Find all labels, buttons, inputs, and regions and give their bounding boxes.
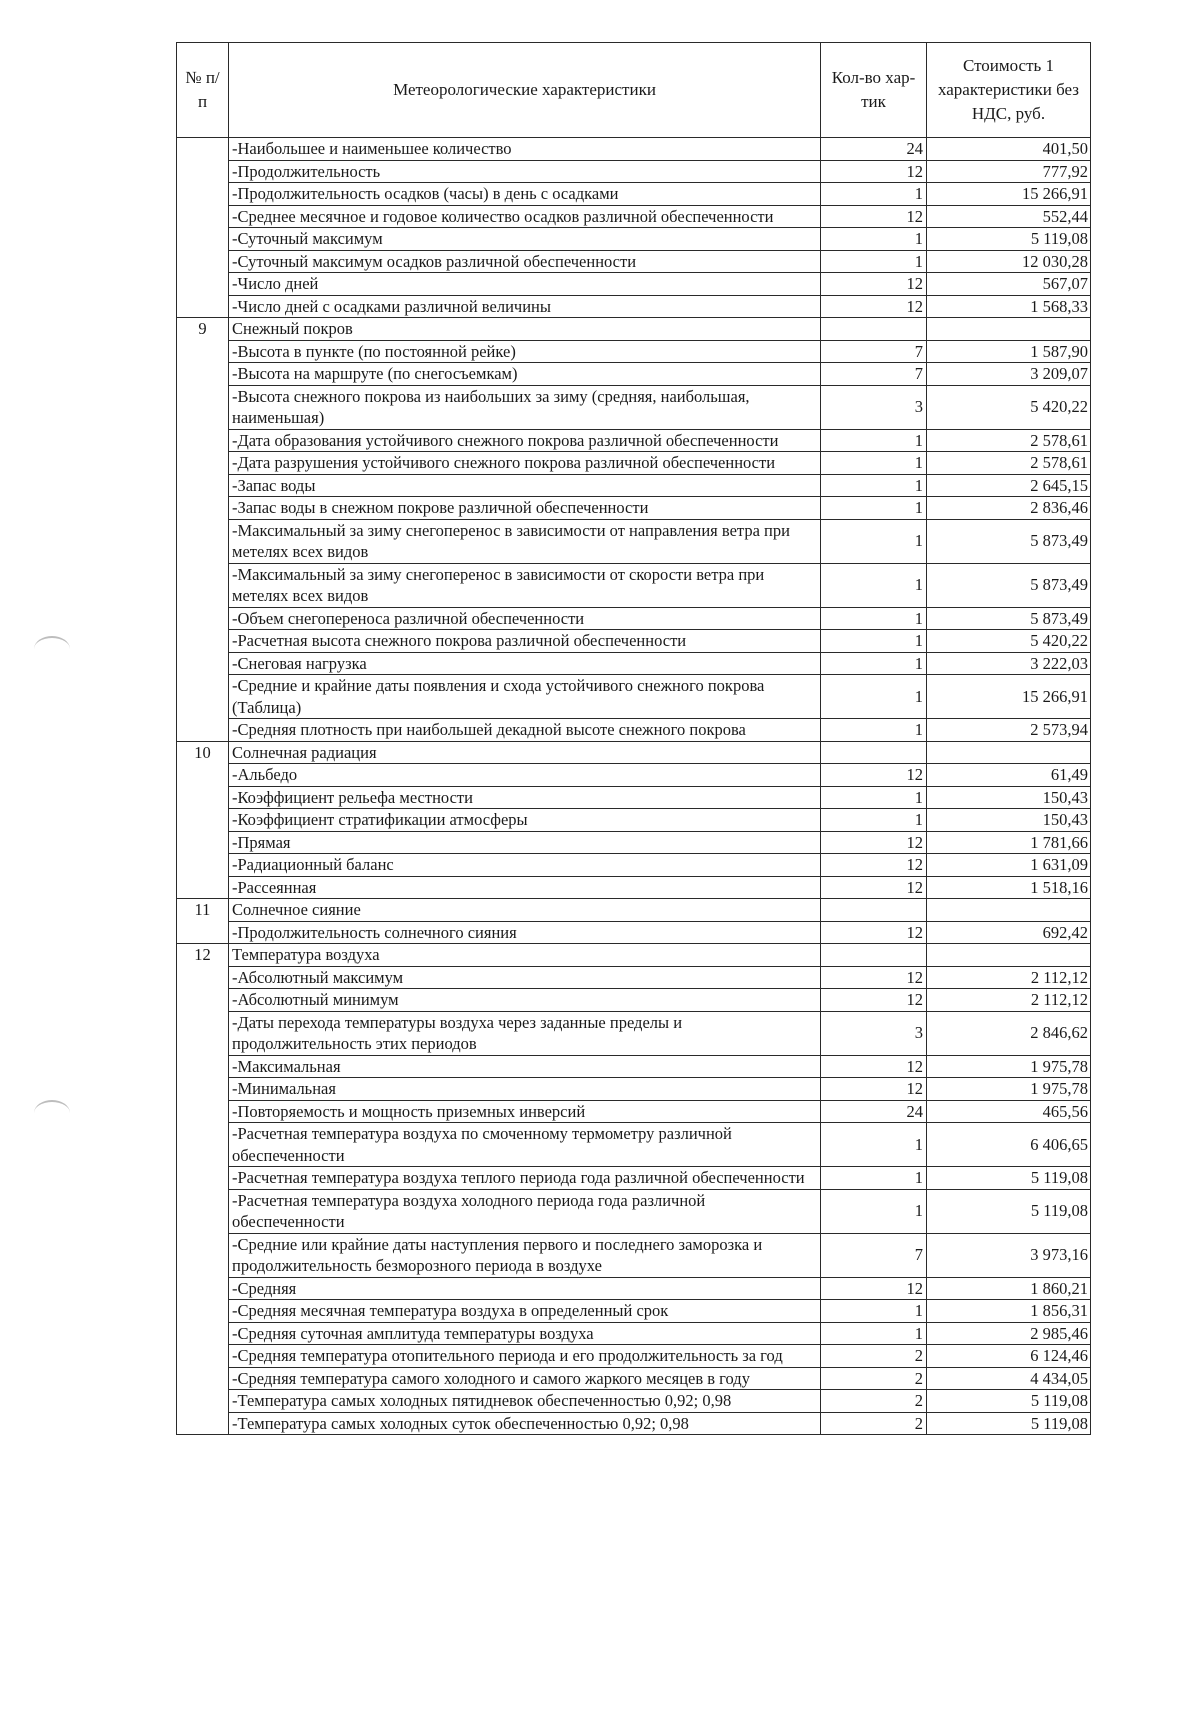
table-row bbox=[177, 250, 1091, 273]
row-quantity: 12 bbox=[821, 295, 927, 318]
row-number bbox=[177, 921, 229, 944]
row-cost: 2 578,61 bbox=[927, 452, 1091, 475]
row-cost: 3 222,03 bbox=[927, 652, 1091, 675]
row-characteristic: Снежный покров bbox=[229, 318, 821, 341]
row-quantity: 3 bbox=[821, 385, 927, 429]
row-quantity: 1 bbox=[821, 607, 927, 630]
section-row bbox=[177, 944, 1091, 967]
row-characteristic: -Расчетная высота снежного покрова различной обеспеченности bbox=[229, 630, 821, 653]
table-row bbox=[177, 497, 1091, 520]
row-cost: 2 112,12 bbox=[927, 989, 1091, 1012]
row-number bbox=[177, 273, 229, 296]
row-characteristic: -Продолжительность осадков (часы) в день с осадками bbox=[229, 183, 821, 206]
table-row bbox=[177, 675, 1091, 719]
row-cost: 401,50 bbox=[927, 138, 1091, 161]
row-cost: 1 631,09 bbox=[927, 854, 1091, 877]
row-number bbox=[177, 876, 229, 899]
row-quantity: 1 bbox=[821, 675, 927, 719]
row-characteristic: -Температура самых холодных пятидневок обеспеченностью 0,92; 0,98 bbox=[229, 1390, 821, 1413]
row-cost: 6 406,65 bbox=[927, 1123, 1091, 1167]
row-quantity: 12 bbox=[821, 1277, 927, 1300]
row-characteristic: -Наибольшее и наименьшее количество bbox=[229, 138, 821, 161]
row-quantity: 2 bbox=[821, 1412, 927, 1435]
row-characteristic: -Альбедо bbox=[229, 764, 821, 787]
table-row bbox=[177, 295, 1091, 318]
row-cost: 1 587,90 bbox=[927, 340, 1091, 363]
row-quantity: 1 bbox=[821, 250, 927, 273]
row-number: 10 bbox=[177, 741, 229, 764]
row-quantity: 1 bbox=[821, 1167, 927, 1190]
row-characteristic: -Высота в пункте (по постоянной рейке) bbox=[229, 340, 821, 363]
row-quantity: 1 bbox=[821, 429, 927, 452]
row-characteristic: -Число дней bbox=[229, 273, 821, 296]
row-quantity: 7 bbox=[821, 340, 927, 363]
row-number bbox=[177, 1322, 229, 1345]
row-characteristic: -Средняя месячная температура воздуха в определенный срок bbox=[229, 1300, 821, 1323]
row-characteristic: -Объем снегопереноса различной обеспеченности bbox=[229, 607, 821, 630]
table-row bbox=[177, 138, 1091, 161]
row-quantity bbox=[821, 741, 927, 764]
row-cost: 4 434,05 bbox=[927, 1367, 1091, 1390]
row-characteristic: -Максимальный за зиму снегоперенос в зависимости от направления ветра при метелях всех видов bbox=[229, 519, 821, 563]
row-cost: 1 975,78 bbox=[927, 1078, 1091, 1101]
row-cost: 5 873,49 bbox=[927, 563, 1091, 607]
row-characteristic: -Средние или крайние даты наступления первого и последнего заморозка и продолжительность безморозного периода в воздухе bbox=[229, 1233, 821, 1277]
row-quantity: 1 bbox=[821, 497, 927, 520]
table-row bbox=[177, 563, 1091, 607]
row-number bbox=[177, 429, 229, 452]
table-row bbox=[177, 385, 1091, 429]
row-number bbox=[177, 786, 229, 809]
table-row bbox=[177, 205, 1091, 228]
table-row bbox=[177, 1055, 1091, 1078]
row-number bbox=[177, 250, 229, 273]
row-cost: 2 645,15 bbox=[927, 474, 1091, 497]
row-cost: 2 573,94 bbox=[927, 719, 1091, 742]
table-row bbox=[177, 1345, 1091, 1368]
row-quantity: 3 bbox=[821, 1011, 927, 1055]
row-cost: 5 119,08 bbox=[927, 1167, 1091, 1190]
row-characteristic: -Расчетная температура воздуха по смоченному термометру различной обеспеченности bbox=[229, 1123, 821, 1167]
row-number bbox=[177, 183, 229, 206]
row-number: 11 bbox=[177, 899, 229, 922]
row-cost: 5 119,08 bbox=[927, 1390, 1091, 1413]
row-cost bbox=[927, 899, 1091, 922]
table-row bbox=[177, 1277, 1091, 1300]
row-quantity: 7 bbox=[821, 363, 927, 386]
row-cost bbox=[927, 944, 1091, 967]
table-row bbox=[177, 764, 1091, 787]
row-number bbox=[177, 160, 229, 183]
row-number bbox=[177, 138, 229, 161]
row-number: 12 bbox=[177, 944, 229, 967]
row-quantity: 24 bbox=[821, 138, 927, 161]
row-cost: 12 030,28 bbox=[927, 250, 1091, 273]
row-number bbox=[177, 1277, 229, 1300]
row-cost: 1 781,66 bbox=[927, 831, 1091, 854]
row-characteristic: -Дата образования устойчивого снежного покрова различной обеспеченности bbox=[229, 429, 821, 452]
table-row bbox=[177, 340, 1091, 363]
table-row bbox=[177, 183, 1091, 206]
row-quantity: 1 bbox=[821, 809, 927, 832]
row-characteristic: -Максимальная bbox=[229, 1055, 821, 1078]
row-quantity: 12 bbox=[821, 1055, 927, 1078]
scan-mark bbox=[34, 636, 70, 662]
row-cost: 777,92 bbox=[927, 160, 1091, 183]
row-quantity: 1 bbox=[821, 183, 927, 206]
table-row bbox=[177, 1322, 1091, 1345]
row-number bbox=[177, 1123, 229, 1167]
table-row bbox=[177, 1011, 1091, 1055]
row-characteristic: -Коэффициент стратификации атмосферы bbox=[229, 809, 821, 832]
table-row bbox=[177, 921, 1091, 944]
row-number bbox=[177, 675, 229, 719]
row-characteristic: -Средняя плотность при наибольшей декадной высоте снежного покрова bbox=[229, 719, 821, 742]
table-row bbox=[177, 1412, 1091, 1435]
row-characteristic: -Снеговая нагрузка bbox=[229, 652, 821, 675]
row-quantity: 1 bbox=[821, 228, 927, 251]
table-row bbox=[177, 1078, 1091, 1101]
row-characteristic: -Максимальный за зиму снегоперенос в зависимости от скорости ветра при метелях всех видов bbox=[229, 563, 821, 607]
row-cost: 1 975,78 bbox=[927, 1055, 1091, 1078]
table-row bbox=[177, 160, 1091, 183]
row-cost: 1 856,31 bbox=[927, 1300, 1091, 1323]
row-characteristic: -Средняя температура самого холодного и самого жаркого месяцев в году bbox=[229, 1367, 821, 1390]
row-quantity: 12 bbox=[821, 831, 927, 854]
row-quantity bbox=[821, 944, 927, 967]
row-cost bbox=[927, 318, 1091, 341]
row-cost: 5 119,08 bbox=[927, 1189, 1091, 1233]
row-characteristic: -Абсолютный минимум bbox=[229, 989, 821, 1012]
section-row bbox=[177, 741, 1091, 764]
row-quantity: 12 bbox=[821, 205, 927, 228]
row-quantity: 12 bbox=[821, 273, 927, 296]
header-cost: Стоимость 1 характеристики без НДС, руб. bbox=[927, 43, 1091, 138]
row-characteristic: Солнечное сияние bbox=[229, 899, 821, 922]
row-number bbox=[177, 809, 229, 832]
table-row bbox=[177, 452, 1091, 475]
row-number bbox=[177, 474, 229, 497]
row-characteristic: -Температура самых холодных суток обеспеченностью 0,92; 0,98 bbox=[229, 1412, 821, 1435]
row-quantity: 2 bbox=[821, 1345, 927, 1368]
row-number bbox=[177, 764, 229, 787]
table-row bbox=[177, 854, 1091, 877]
row-characteristic: -Запас воды bbox=[229, 474, 821, 497]
row-cost: 5 873,49 bbox=[927, 519, 1091, 563]
table-row bbox=[177, 1233, 1091, 1277]
row-characteristic: -Средняя суточная амплитуда температуры воздуха bbox=[229, 1322, 821, 1345]
row-characteristic: -Расчетная температура воздуха холодного периода года различной обеспеченности bbox=[229, 1189, 821, 1233]
table-row bbox=[177, 652, 1091, 675]
row-characteristic: Солнечная радиация bbox=[229, 741, 821, 764]
row-number bbox=[177, 1055, 229, 1078]
row-quantity: 12 bbox=[821, 876, 927, 899]
table-row bbox=[177, 429, 1091, 452]
row-cost: 3 973,16 bbox=[927, 1233, 1091, 1277]
row-cost: 1 860,21 bbox=[927, 1277, 1091, 1300]
row-quantity: 1 bbox=[821, 1322, 927, 1345]
row-quantity: 1 bbox=[821, 786, 927, 809]
row-number bbox=[177, 363, 229, 386]
table-row bbox=[177, 719, 1091, 742]
table-row bbox=[177, 474, 1091, 497]
row-number bbox=[177, 1100, 229, 1123]
table-row bbox=[177, 831, 1091, 854]
table-row bbox=[177, 273, 1091, 296]
row-characteristic: -Средняя bbox=[229, 1277, 821, 1300]
table-row bbox=[177, 607, 1091, 630]
row-number bbox=[177, 607, 229, 630]
table-row bbox=[177, 1123, 1091, 1167]
row-characteristic: -Высота снежного покрова из наибольших за зиму (средняя, наибольшая, наименьшая) bbox=[229, 385, 821, 429]
row-quantity: 1 bbox=[821, 452, 927, 475]
row-cost: 2 578,61 bbox=[927, 429, 1091, 452]
table-row bbox=[177, 1390, 1091, 1413]
row-cost: 15 266,91 bbox=[927, 675, 1091, 719]
row-cost: 5 873,49 bbox=[927, 607, 1091, 630]
row-characteristic: -Повторяемость и мощность приземных инверсий bbox=[229, 1100, 821, 1123]
row-quantity: 1 bbox=[821, 563, 927, 607]
row-quantity: 2 bbox=[821, 1367, 927, 1390]
row-quantity: 12 bbox=[821, 764, 927, 787]
row-characteristic: -Даты перехода температуры воздуха через заданные пределы и продолжительность этих периодов bbox=[229, 1011, 821, 1055]
row-cost: 552,44 bbox=[927, 205, 1091, 228]
row-quantity: 1 bbox=[821, 630, 927, 653]
row-quantity bbox=[821, 318, 927, 341]
row-number bbox=[177, 385, 229, 429]
row-number bbox=[177, 966, 229, 989]
row-number bbox=[177, 1367, 229, 1390]
row-characteristic: -Расчетная температура воздуха теплого периода года различной обеспеченности bbox=[229, 1167, 821, 1190]
row-number bbox=[177, 295, 229, 318]
row-cost: 3 209,07 bbox=[927, 363, 1091, 386]
row-number bbox=[177, 719, 229, 742]
row-number bbox=[177, 228, 229, 251]
row-characteristic: -Высота на маршруте (по снегосъемкам) bbox=[229, 363, 821, 386]
row-characteristic: -Рассеянная bbox=[229, 876, 821, 899]
row-number bbox=[177, 652, 229, 675]
row-quantity: 12 bbox=[821, 160, 927, 183]
header-qty: Кол-во хар-тик bbox=[821, 43, 927, 138]
scan-mark bbox=[34, 1100, 70, 1126]
row-quantity: 7 bbox=[821, 1233, 927, 1277]
header-name: Метеорологические характеристики bbox=[229, 43, 821, 138]
row-number bbox=[177, 340, 229, 363]
row-number bbox=[177, 1390, 229, 1413]
row-cost: 5 420,22 bbox=[927, 630, 1091, 653]
row-cost: 5 119,08 bbox=[927, 1412, 1091, 1435]
row-number bbox=[177, 1078, 229, 1101]
row-quantity: 12 bbox=[821, 989, 927, 1012]
row-characteristic: -Суточный максимум осадков различной обеспеченности bbox=[229, 250, 821, 273]
row-quantity: 1 bbox=[821, 474, 927, 497]
row-number bbox=[177, 831, 229, 854]
price-sheet bbox=[176, 42, 1090, 1435]
table-row bbox=[177, 363, 1091, 386]
row-cost: 15 266,91 bbox=[927, 183, 1091, 206]
row-quantity bbox=[821, 899, 927, 922]
row-number bbox=[177, 497, 229, 520]
row-characteristic: Температура воздуха bbox=[229, 944, 821, 967]
row-quantity: 1 bbox=[821, 1300, 927, 1323]
row-quantity: 12 bbox=[821, 921, 927, 944]
table-row bbox=[177, 1167, 1091, 1190]
row-cost: 2 836,46 bbox=[927, 497, 1091, 520]
table-row bbox=[177, 630, 1091, 653]
row-number bbox=[177, 1167, 229, 1190]
row-cost: 465,56 bbox=[927, 1100, 1091, 1123]
row-characteristic: -Радиационный баланс bbox=[229, 854, 821, 877]
row-characteristic: -Коэффициент рельефа местности bbox=[229, 786, 821, 809]
table-row bbox=[177, 989, 1091, 1012]
table-row bbox=[177, 1189, 1091, 1233]
row-quantity: 12 bbox=[821, 966, 927, 989]
row-number bbox=[177, 452, 229, 475]
row-characteristic: -Продолжительность солнечного сияния bbox=[229, 921, 821, 944]
table-body bbox=[177, 138, 1091, 1435]
row-cost: 1 518,16 bbox=[927, 876, 1091, 899]
row-quantity: 1 bbox=[821, 652, 927, 675]
row-cost: 2 846,62 bbox=[927, 1011, 1091, 1055]
row-number bbox=[177, 519, 229, 563]
row-cost: 1 568,33 bbox=[927, 295, 1091, 318]
row-cost: 6 124,46 bbox=[927, 1345, 1091, 1368]
row-quantity: 1 bbox=[821, 1189, 927, 1233]
row-number: 9 bbox=[177, 318, 229, 341]
table-row bbox=[177, 1100, 1091, 1123]
row-number bbox=[177, 989, 229, 1012]
row-number bbox=[177, 1011, 229, 1055]
row-number bbox=[177, 854, 229, 877]
price-table bbox=[176, 42, 1091, 1435]
row-cost: 567,07 bbox=[927, 273, 1091, 296]
row-cost: 150,43 bbox=[927, 809, 1091, 832]
row-cost: 61,49 bbox=[927, 764, 1091, 787]
row-number bbox=[177, 1189, 229, 1233]
table-row bbox=[177, 519, 1091, 563]
row-number bbox=[177, 1233, 229, 1277]
header-num: № п/п bbox=[177, 43, 229, 138]
row-quantity: 2 bbox=[821, 1390, 927, 1413]
row-cost: 150,43 bbox=[927, 786, 1091, 809]
row-characteristic: -Суточный максимум bbox=[229, 228, 821, 251]
row-characteristic: -Дата разрушения устойчивого снежного покрова различной обеспеченности bbox=[229, 452, 821, 475]
row-characteristic: -Абсолютный максимум bbox=[229, 966, 821, 989]
row-quantity: 1 bbox=[821, 719, 927, 742]
row-quantity: 1 bbox=[821, 519, 927, 563]
row-quantity: 12 bbox=[821, 1078, 927, 1101]
row-number bbox=[177, 630, 229, 653]
table-row bbox=[177, 1300, 1091, 1323]
row-number bbox=[177, 1412, 229, 1435]
section-row bbox=[177, 899, 1091, 922]
row-quantity: 1 bbox=[821, 1123, 927, 1167]
table-row bbox=[177, 1367, 1091, 1390]
table-row bbox=[177, 966, 1091, 989]
row-characteristic: -Прямая bbox=[229, 831, 821, 854]
row-characteristic: -Число дней с осадками различной величины bbox=[229, 295, 821, 318]
table-row bbox=[177, 228, 1091, 251]
row-cost: 5 119,08 bbox=[927, 228, 1091, 251]
row-characteristic: -Минимальная bbox=[229, 1078, 821, 1101]
row-number bbox=[177, 1300, 229, 1323]
row-cost: 692,42 bbox=[927, 921, 1091, 944]
row-characteristic: -Среднее месячное и годовое количество осадков различной обеспеченности bbox=[229, 205, 821, 228]
section-row bbox=[177, 318, 1091, 341]
row-quantity: 12 bbox=[821, 854, 927, 877]
row-cost: 5 420,22 bbox=[927, 385, 1091, 429]
row-characteristic: -Запас воды в снежном покрове различной обеспеченности bbox=[229, 497, 821, 520]
table-row bbox=[177, 786, 1091, 809]
row-number bbox=[177, 563, 229, 607]
row-cost: 2 112,12 bbox=[927, 966, 1091, 989]
row-number bbox=[177, 205, 229, 228]
row-characteristic: -Средняя температура отопительного периода и его продолжительность за год bbox=[229, 1345, 821, 1368]
table-row bbox=[177, 876, 1091, 899]
row-characteristic: -Средние и крайние даты появления и схода устойчивого снежного покрова (Таблица) bbox=[229, 675, 821, 719]
row-cost bbox=[927, 741, 1091, 764]
row-cost: 2 985,46 bbox=[927, 1322, 1091, 1345]
row-number bbox=[177, 1345, 229, 1368]
row-characteristic: -Продолжительность bbox=[229, 160, 821, 183]
row-quantity: 24 bbox=[821, 1100, 927, 1123]
table-header bbox=[177, 43, 1091, 138]
table-row bbox=[177, 809, 1091, 832]
